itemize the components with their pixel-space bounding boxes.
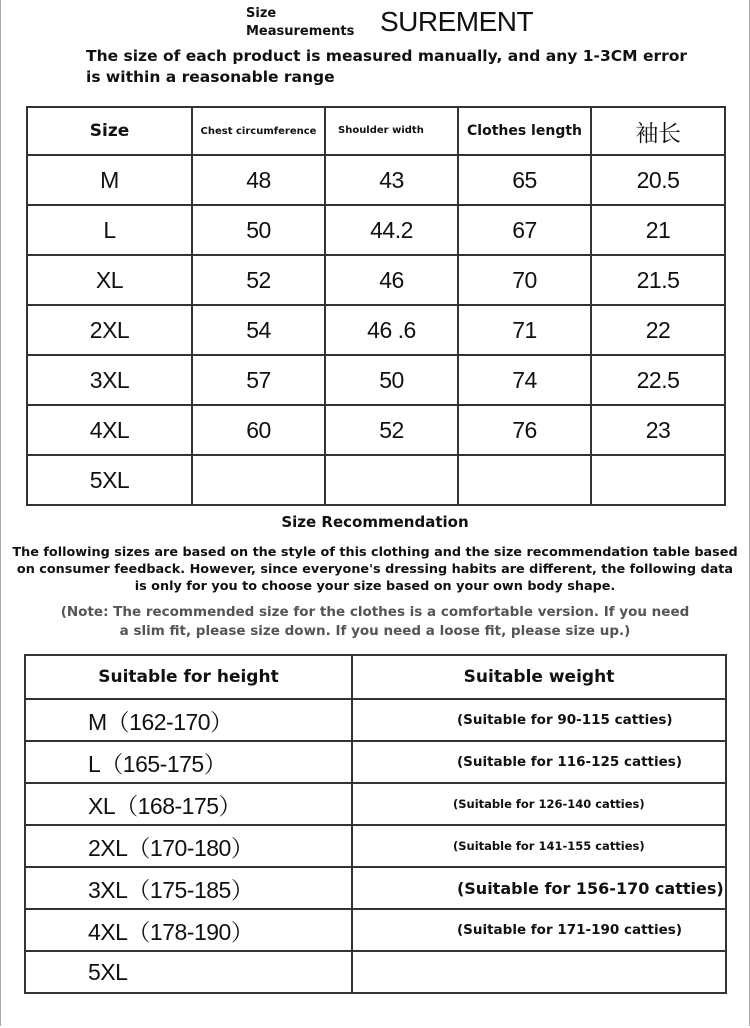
header-size-word: Size	[246, 6, 277, 21]
recommendation-title: Size Recommendation	[281, 513, 469, 531]
header-measurements-word: Measurements	[246, 24, 355, 39]
weight-cell: (Suitable for 171-190 catties)	[352, 909, 726, 951]
length-cell: 67	[458, 205, 591, 255]
height-cell: 5XL	[25, 951, 352, 993]
length-cell: 65	[458, 155, 591, 205]
table-row	[25, 783, 726, 825]
size-cell: 2XL	[27, 305, 192, 355]
height-cell: 2XL（170-180）	[25, 825, 352, 867]
height-cell: XL（168-175）	[25, 783, 352, 825]
length-cell: 76	[458, 405, 591, 455]
chest-cell: 57	[192, 355, 325, 405]
recommendation-table	[24, 654, 727, 994]
height-cell: M（162-170）	[25, 699, 352, 741]
header-size: Size	[27, 107, 192, 155]
length-cell: 71	[458, 305, 591, 355]
shoulder-cell: 46	[325, 255, 458, 305]
header-sleeve: 袖长	[591, 107, 725, 155]
table-row	[27, 155, 725, 205]
shoulder-cell: 52	[325, 405, 458, 455]
header-length: Clothes length	[458, 107, 591, 155]
header-title: SUREMENT	[380, 6, 534, 37]
recommendation-text: The following sizes are based on the style of this clothing and the size recommendation table based on consumer feedback. However, since everyone's dressing habits are different, the following data is only for you to choose your size based on your own body shape.	[12, 545, 738, 594]
table-row	[25, 909, 726, 951]
header-shoulder: Shoulder width	[325, 107, 458, 155]
height-cell: 4XL（178-190）	[25, 909, 352, 951]
length-cell: 70	[458, 255, 591, 305]
chest-cell: 54	[192, 305, 325, 355]
size-cell: 4XL	[27, 405, 192, 455]
chest-cell: 48	[192, 155, 325, 205]
table-row	[27, 255, 725, 305]
sleeve-cell: 21.5	[591, 255, 725, 305]
table-row	[27, 455, 725, 505]
table-row	[27, 405, 725, 455]
weight-cell: (Suitable for 90-115 catties)	[352, 699, 726, 741]
length-cell: 74	[458, 355, 591, 405]
table-row	[25, 867, 726, 909]
table-row	[25, 699, 726, 741]
measurement-note: The size of each product is measured manually, and any 1-3CM error is within a reasonable range	[86, 47, 688, 86]
shoulder-cell	[325, 455, 458, 505]
chest-cell: 60	[192, 405, 325, 455]
weight-cell: (Suitable for 141-155 catties)	[352, 825, 726, 867]
sleeve-cell: 21	[591, 205, 725, 255]
recommendation-note: (Note: The recommended size for the clothes is a comfortable version. If you need a slim fit, please size down. If you need a loose fit, please size up.)	[60, 604, 690, 639]
table-row	[25, 951, 726, 993]
size-cell: L	[27, 205, 192, 255]
shoulder-cell: 44.2	[325, 205, 458, 255]
header-height: Suitable for height	[25, 655, 352, 699]
size-cell: XL	[27, 255, 192, 305]
header-small-label	[246, 5, 354, 41]
table-row	[27, 355, 725, 405]
size-cell: M	[27, 155, 192, 205]
sleeve-cell: 20.5	[591, 155, 725, 205]
table-row	[25, 825, 726, 867]
table-row	[27, 205, 725, 255]
table-row	[27, 305, 725, 355]
chest-cell	[192, 455, 325, 505]
sleeve-cell: 22	[591, 305, 725, 355]
header-chest: Chest circumference	[192, 107, 325, 155]
height-cell: L（165-175）	[25, 741, 352, 783]
height-cell: 3XL（175-185）	[25, 867, 352, 909]
header-weight: Suitable weight	[352, 655, 726, 699]
rec-table-header-row	[25, 655, 726, 699]
sleeve-cell: 22.5	[591, 355, 725, 405]
chest-cell: 52	[192, 255, 325, 305]
shoulder-cell: 46 .6	[325, 305, 458, 355]
sleeve-cell	[591, 455, 725, 505]
chest-cell: 50	[192, 205, 325, 255]
size-cell: 5XL	[27, 455, 192, 505]
weight-cell: (Suitable for 126-140 catties)	[352, 783, 726, 825]
length-cell	[458, 455, 591, 505]
weight-cell: (Suitable for 116-125 catties)	[352, 741, 726, 783]
shoulder-cell: 43	[325, 155, 458, 205]
weight-cell	[352, 951, 726, 993]
sleeve-cell: 23	[591, 405, 725, 455]
size-table	[26, 106, 726, 506]
shoulder-cell: 50	[325, 355, 458, 405]
size-cell: 3XL	[27, 355, 192, 405]
size-table-header-row	[27, 107, 725, 155]
table-row	[25, 741, 726, 783]
weight-cell: (Suitable for 156-170 catties)	[352, 867, 726, 909]
